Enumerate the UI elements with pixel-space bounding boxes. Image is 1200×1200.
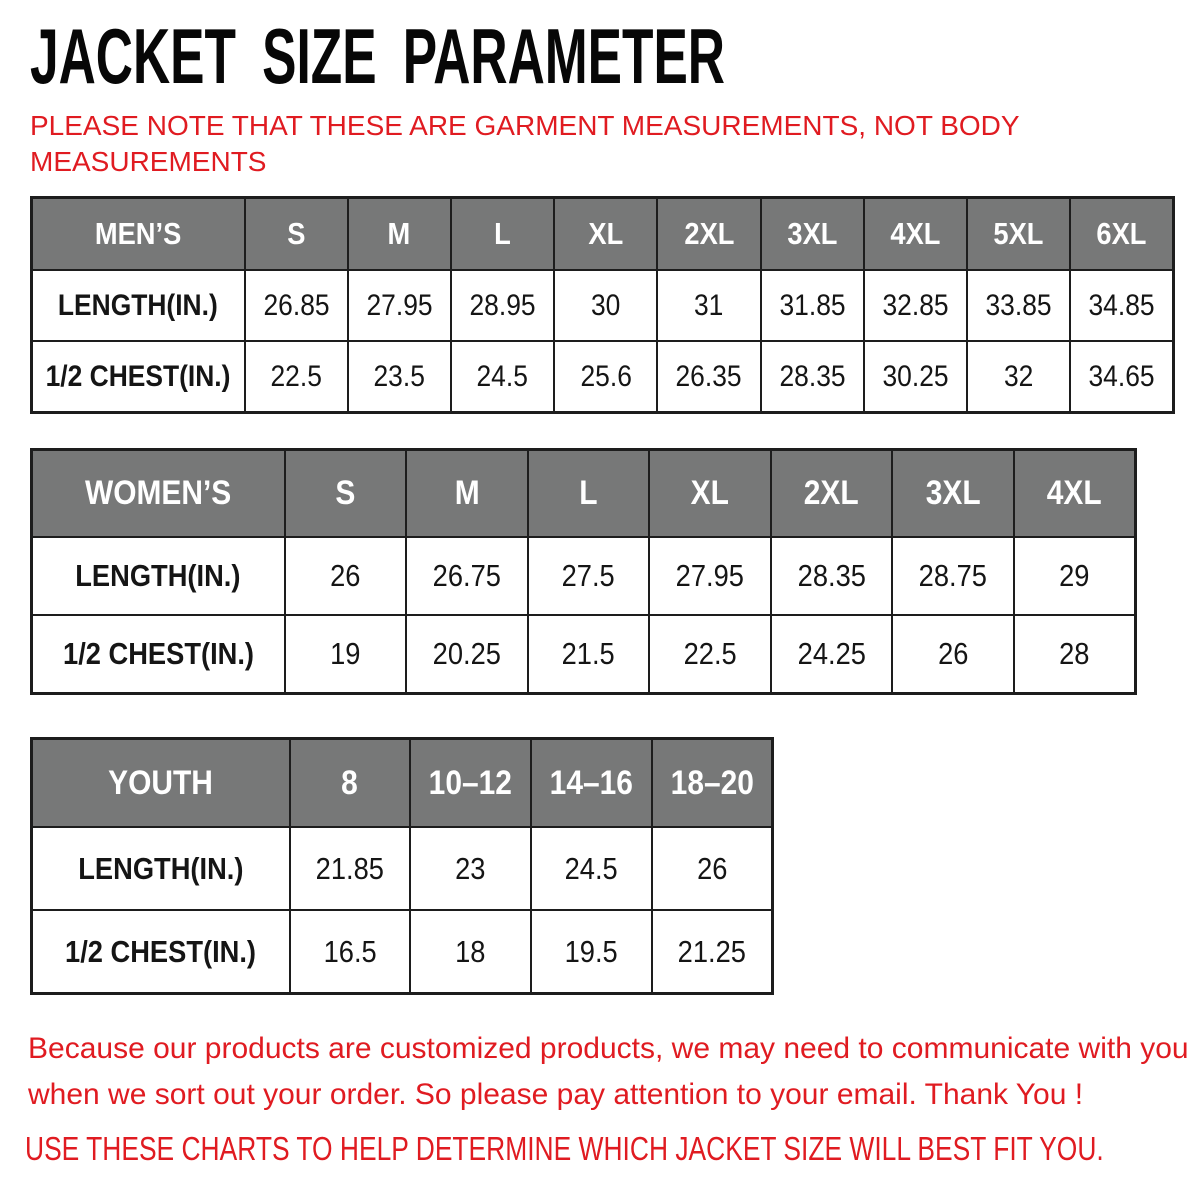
measurement-value: 25.6	[580, 359, 632, 393]
womens-size-header-cell	[406, 450, 528, 538]
mens-value-cell	[657, 341, 760, 413]
mens-size-table	[30, 196, 1175, 414]
youth-value-cell	[410, 827, 531, 910]
womens-size-header-cell	[649, 450, 771, 538]
mens-value-cell	[761, 341, 864, 413]
youth-value-cell	[531, 910, 652, 994]
womens-data-row	[32, 537, 1136, 615]
womens-size-header-cell	[528, 450, 650, 538]
womens-value-cell	[892, 615, 1014, 694]
measurement-value: 28.35	[797, 558, 866, 593]
measurement-value: 16.5	[323, 933, 377, 969]
youth-value-cell	[652, 910, 773, 994]
mens-size-header-cell	[761, 198, 864, 271]
row-label: LENGTH(IN.)	[58, 288, 219, 322]
mens-value-cell	[657, 270, 760, 341]
measurement-value: 26.35	[675, 359, 743, 393]
row-label: 1/2 CHEST(IN.)	[62, 636, 254, 671]
mens-value-cell	[864, 270, 967, 341]
measurement-value: 34.85	[1088, 288, 1155, 322]
measurement-value: 20.25	[432, 636, 501, 671]
womens-row-label-cell	[32, 615, 285, 694]
header-cell-label: 6XL	[1096, 216, 1147, 251]
youth-value-cell	[652, 827, 773, 910]
customization-notice-line-2: when we sort out your order. So please pay attention to your email. Thank You !	[28, 1078, 1084, 1111]
header-cell-label: WOMEN’S	[85, 474, 232, 512]
womens-value-cell	[528, 615, 650, 694]
womens-data-row	[32, 615, 1136, 694]
measurement-value: 34.65	[1088, 359, 1155, 393]
youth-value-cell	[290, 827, 411, 910]
mens-value-cell	[554, 341, 657, 413]
mens-size-header-cell	[245, 198, 348, 271]
womens-value-cell	[406, 537, 528, 615]
youth-row-label-cell	[32, 827, 290, 910]
measurement-value: 21.5	[561, 636, 615, 671]
measurement-value: 26.75	[432, 558, 501, 593]
mens-size-header-cell	[1070, 198, 1173, 271]
youth-data-row	[32, 910, 773, 994]
measurement-value: 31	[694, 288, 724, 322]
header-cell-label: 5XL	[993, 216, 1044, 251]
mens-value-cell	[245, 270, 348, 341]
note-line-1: PLEASE NOTE THAT THESE ARE GARMENT MEASUREMENTS, NOT BODY	[30, 110, 1020, 141]
measurement-value: 19.5	[564, 933, 618, 969]
header-cell-label: YOUTH	[108, 763, 214, 802]
womens-value-cell	[892, 537, 1014, 615]
youth-row-label-cell	[32, 910, 290, 994]
measurement-value: 26	[330, 558, 361, 593]
mens-size-header-cell	[864, 198, 967, 271]
page-title: JACKET SIZE PARAMETER	[30, 12, 725, 100]
header-cell-label: M	[454, 474, 480, 512]
youth-size-table	[30, 737, 774, 995]
youth-table-title-cell	[32, 739, 290, 828]
measurement-value: 21.85	[315, 850, 385, 886]
youth-data-row	[32, 827, 773, 910]
measurement-value: 32.85	[882, 288, 949, 322]
mens-value-cell	[348, 341, 451, 413]
chart-usage-note: USE THESE CHARTS TO HELP DETERMINE WHICH JACKET SIZE WILL BEST FIT YOU.	[25, 1130, 1104, 1167]
header-cell-label: 10–12	[429, 763, 513, 802]
youth-size-header-cell	[531, 739, 652, 828]
measurement-value: 30	[591, 288, 621, 322]
mens-value-cell	[554, 270, 657, 341]
measurement-value: 26	[696, 850, 728, 886]
mens-size-header-cell	[451, 198, 554, 271]
womens-value-cell	[1014, 615, 1136, 694]
measurement-value: 27.5	[561, 558, 615, 593]
mens-table-title-cell	[32, 198, 245, 271]
womens-value-cell	[649, 537, 771, 615]
mens-value-cell	[451, 341, 554, 413]
header-cell-label: 14–16	[549, 763, 633, 802]
header-cell-label: S	[335, 474, 356, 512]
mens-value-cell	[1070, 341, 1173, 413]
measurement-value: 32	[1003, 359, 1034, 393]
header-cell-label: MEN’S	[95, 216, 182, 251]
measurement-value: 24.5	[564, 850, 618, 886]
measurement-value: 24.25	[797, 636, 866, 671]
mens-value-cell	[864, 341, 967, 413]
measurement-value: 26	[937, 636, 969, 671]
measurement-value: 22.5	[683, 636, 737, 671]
womens-size-header-cell	[892, 450, 1014, 538]
womens-value-cell	[771, 537, 893, 615]
header-cell-label: M	[387, 216, 411, 251]
mens-size-header-cell	[348, 198, 451, 271]
header-cell-label: XL	[588, 216, 624, 251]
mens-value-cell	[348, 270, 451, 341]
mens-size-header-cell	[657, 198, 760, 271]
measurement-value: 26.85	[263, 288, 330, 322]
header-cell-label: 4XL	[1046, 474, 1102, 512]
mens-size-header-cell	[967, 198, 1070, 271]
youth-value-cell	[290, 910, 411, 994]
measurement-value: 23	[455, 850, 486, 886]
youth-value-cell	[531, 827, 652, 910]
header-cell-label: S	[287, 216, 306, 251]
row-label: LENGTH(IN.)	[78, 850, 244, 886]
measurement-value: 18	[455, 933, 486, 969]
garment-measurement-note	[30, 108, 1020, 180]
mens-row-label-cell	[32, 270, 245, 341]
womens-value-cell	[285, 537, 407, 615]
header-cell-label: XL	[690, 474, 730, 512]
measurement-value: 33.85	[985, 288, 1052, 322]
header-cell-label: 8	[341, 763, 359, 802]
youth-value-cell	[410, 910, 531, 994]
header-cell-label: 2XL	[804, 474, 859, 512]
womens-size-header-cell	[771, 450, 893, 538]
measurement-value: 19	[330, 636, 361, 671]
womens-value-cell	[406, 615, 528, 694]
measurement-value: 23.5	[373, 359, 426, 393]
measurement-value: 31.85	[779, 288, 846, 322]
measurement-value: 28.75	[918, 558, 988, 593]
measurement-value: 28	[1059, 636, 1090, 671]
row-label: 1/2 CHEST(IN.)	[45, 359, 231, 393]
mens-header-row	[32, 198, 1174, 271]
womens-header-row	[32, 450, 1136, 538]
womens-row-label-cell	[32, 537, 285, 615]
header-cell-label: 4XL	[890, 216, 941, 251]
womens-table-title-cell	[32, 450, 285, 538]
mens-value-cell	[967, 270, 1070, 341]
womens-value-cell	[771, 615, 893, 694]
measurement-value: 22.5	[270, 359, 322, 393]
youth-size-header-cell	[652, 739, 773, 828]
row-label: LENGTH(IN.)	[75, 558, 241, 593]
mens-value-cell	[1070, 270, 1173, 341]
measurement-value: 21.25	[677, 933, 747, 969]
womens-size-header-cell	[1014, 450, 1136, 538]
mens-row-label-cell	[32, 341, 245, 413]
header-cell-label: 2XL	[683, 216, 734, 251]
customization-notice	[28, 1026, 1189, 1118]
measurement-value: 30.25	[882, 359, 949, 393]
measurement-value: 29	[1059, 558, 1090, 593]
mens-data-row	[32, 341, 1174, 413]
row-label: 1/2 CHEST(IN.)	[65, 933, 257, 969]
youth-size-header-cell	[410, 739, 531, 828]
mens-value-cell	[761, 270, 864, 341]
mens-size-header-cell	[554, 198, 657, 271]
mens-value-cell	[245, 341, 348, 413]
measurement-value: 27.95	[675, 558, 745, 593]
header-cell-label: 18–20	[670, 763, 754, 802]
header-cell-label: L	[494, 216, 511, 251]
header-cell-label: 3XL	[925, 474, 981, 512]
note-line-2: MEASUREMENTS	[30, 146, 267, 177]
measurement-value: 24.5	[476, 359, 529, 393]
womens-value-cell	[528, 537, 650, 615]
mens-value-cell	[967, 341, 1070, 413]
header-cell-label: L	[579, 474, 598, 512]
womens-value-cell	[285, 615, 407, 694]
measurement-value: 28.35	[779, 359, 846, 393]
youth-size-header-cell	[290, 739, 411, 828]
customization-notice-line-1: Because our products are customized products, we may need to communicate with you	[28, 1032, 1189, 1065]
womens-size-header-cell	[285, 450, 407, 538]
womens-value-cell	[1014, 537, 1136, 615]
mens-value-cell	[451, 270, 554, 341]
header-cell-label: 3XL	[787, 216, 838, 251]
mens-data-row	[32, 270, 1174, 341]
womens-size-table	[30, 448, 1137, 695]
measurement-value: 27.95	[366, 288, 433, 322]
womens-value-cell	[649, 615, 771, 694]
youth-header-row	[32, 739, 773, 828]
measurement-value: 28.95	[469, 288, 536, 322]
